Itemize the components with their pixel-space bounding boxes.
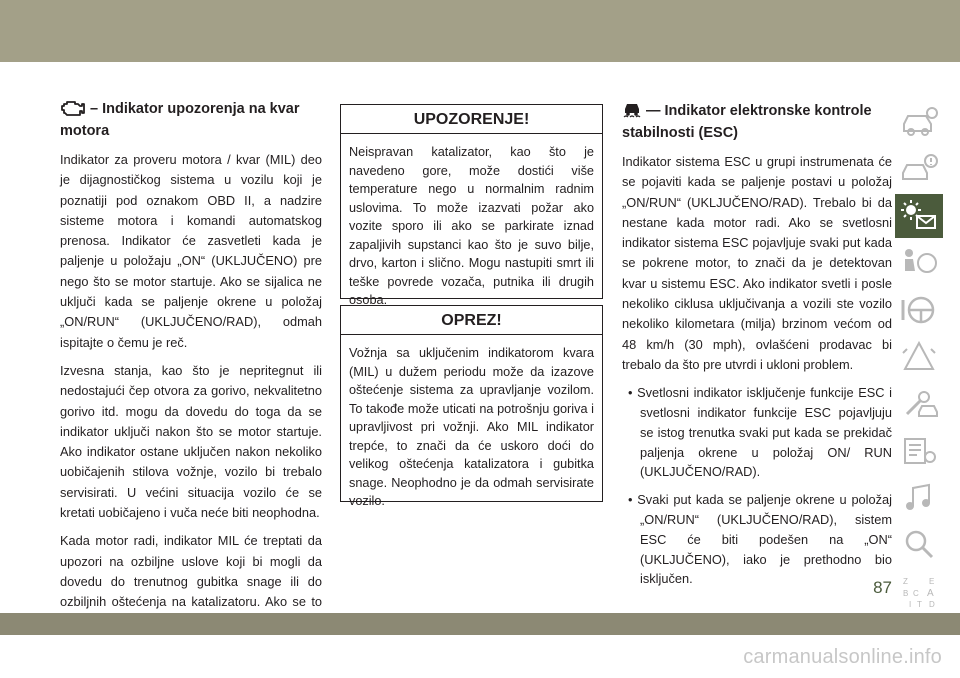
caution-text: Vožnja sa uključenim indikatorom kvara (MIL) u dužem periodu može da izazove oštećenje sistema za upravljanje vozilom. To takođe može uticati na potrošnju goriva i upravljivost pri vožnji. Ako MIL indikator trepće, to znači da će uskoro doći do velikog oštećenja katalizatora i gubitka snage. Neophodno je da odmah servisirate vozilo.: [349, 346, 594, 508]
column-esc: [622, 100, 892, 597]
watermark: carmanualsonline.info: [743, 646, 942, 668]
tab-maintenance[interactable]: [895, 382, 943, 426]
roadside-warning-icon: [899, 339, 939, 375]
section-heading-mil-text: – Indikator upozorenja na kvar motora: [60, 101, 300, 139]
steering-wheel-icon: [899, 292, 939, 328]
section-heading-esc-text: — Indikator elektronske kontrole stabilnosti (ESC): [622, 103, 872, 141]
esc-skid-car-icon: [622, 100, 642, 124]
tab-specifications[interactable]: [895, 429, 943, 473]
list-item: • Svaki put kada se paljenje okrene u položaj „ON/RUN“ (UKLJUČENO/RAD), sistem ESC će biti podešen na „ON“ (UKLJUČENO), iako je prethodno bio isključen.: [628, 492, 892, 587]
warning-box: [340, 104, 603, 307]
warning-title: UPOZORENJE!: [341, 105, 602, 134]
index-letter: Z: [903, 577, 908, 586]
page-number: 87: [873, 578, 892, 597]
paragraph: Indikator za proveru motora / kvar (MIL) deo je dijagnostičkog sistema u vozilu koji je poznatiji pod oznakom OBD II, a nadzire sisteme motora i komandi automatskog prenosa. Indikator će zasvetleti kada je paljenje u položaju „ON“ (UKLJUČENO) pre nego što se motor startuje. Ako se sijalica ne uključi kada se paljenje okrene u položaj „ON/RUN“ (UKLJUČENO/RAD), odmah ispitajte o čemu je reč.: [60, 152, 322, 350]
tab-warning-lights[interactable]: [895, 194, 943, 238]
paragraph: Izvesna stanja, kao što je nepritegnut ili nedostajući čep otvora za gorivo, nekvalitetno gorivo itd. mogu da dovedu do toga da se indikator uključi nakon što se motor startuje. Ako indikator ostane uključen nakon nekoliko uobičajenih stilova vožnje, vozilo bi trebalo servisirati. U većini situacija vozilo će se kretati uobičajeno i vuča neće biti neophodna.: [60, 362, 322, 521]
tab-driving[interactable]: [895, 288, 943, 332]
chapter-tabs: [895, 100, 943, 617]
warning-text: Neispravan katalizator, kao što je navedeno gore, može dostići više temperature nego u normalnim radnim uslovima. To može izazvati požar ako vozite sporo ili ako se parkirate iznad zapaljivih supstanci kao što je suvo bilje, drvo, karton i slično. Mogu nastupiti smrt ili teške povrede vozača, putnika ili drugih osoba.: [349, 145, 594, 307]
section-heading-mil: [60, 100, 322, 141]
index-letter: I: [909, 600, 912, 609]
car-info-icon: [899, 104, 939, 140]
seatbelt-airbag-icon: [899, 245, 939, 281]
footer-band: [0, 613, 960, 635]
wrench-car-icon: [899, 386, 939, 422]
index-letter: A: [927, 588, 934, 599]
warning-light-message-icon: [899, 198, 939, 234]
tab-safety[interactable]: [895, 241, 943, 285]
tab-car-info[interactable]: [895, 100, 943, 144]
caution-box: [340, 305, 603, 508]
column-engine-light: [60, 100, 322, 641]
check-engine-icon: [60, 100, 86, 122]
paragraph: Kada motor radi, indikator MIL će treptati da upozori na ozbiljne uslove koji bi mogli da dovedu do trenutnog gubitka snage ili do ozbiljnih oštećenja na katalizatoru. Ako se to: [60, 533, 322, 610]
tab-index[interactable]: [895, 523, 943, 567]
index-letter: B: [903, 589, 909, 598]
header-band: [0, 0, 960, 62]
paragraph: Indikator sistema ESC u grupi instrumenata će se pojaviti kada se paljenje postavi u položaj „ON/RUN“ (UKLJUČENO/RAD). Trebalo bi da nestane kada motor radi. Ako se svetlosni indikator sistema ESC pojavljuje svaki put kada se pokrene motor, to znači da je detektovan kvar u sistemu ESC. Ako indikator svetli i posle nekoliko ciklusa uključivanja a vozili ste vozilo nekoliko kilometara (milja) brzinom većom od 48 km/h (30 mph), ovlašćeni prodavac bi trebalo da što pre utvrdi i ukloni problem.: [622, 154, 892, 372]
index-letter: T: [917, 600, 922, 609]
index-letter: E: [929, 577, 935, 586]
index-letter: D: [929, 600, 935, 609]
section-heading-esc: [622, 100, 892, 143]
tab-language[interactable]: [895, 570, 943, 614]
music-note-icon: [899, 480, 939, 516]
magnifier-icon: [899, 527, 939, 563]
tab-car-key[interactable]: [895, 147, 943, 191]
tab-emergency[interactable]: [895, 335, 943, 379]
index-letter: C: [913, 589, 919, 598]
list-item: • Svetlosni indikator isključenje funkcije ESC i svetlosni indikator funkcije ESC pojavljuju se istog trenutka svaki put kada se prekidač paljenja okrene u položaj ON/ RUN (UKLJUČENO/RAD).: [628, 385, 892, 480]
specifications-icon: [899, 433, 939, 469]
car-key-info-icon: [899, 151, 939, 187]
tab-multimedia[interactable]: [895, 476, 943, 520]
bullet-list: [622, 383, 892, 589]
language-index-icon: [899, 574, 939, 610]
caution-title: OPREZ!: [341, 306, 602, 335]
